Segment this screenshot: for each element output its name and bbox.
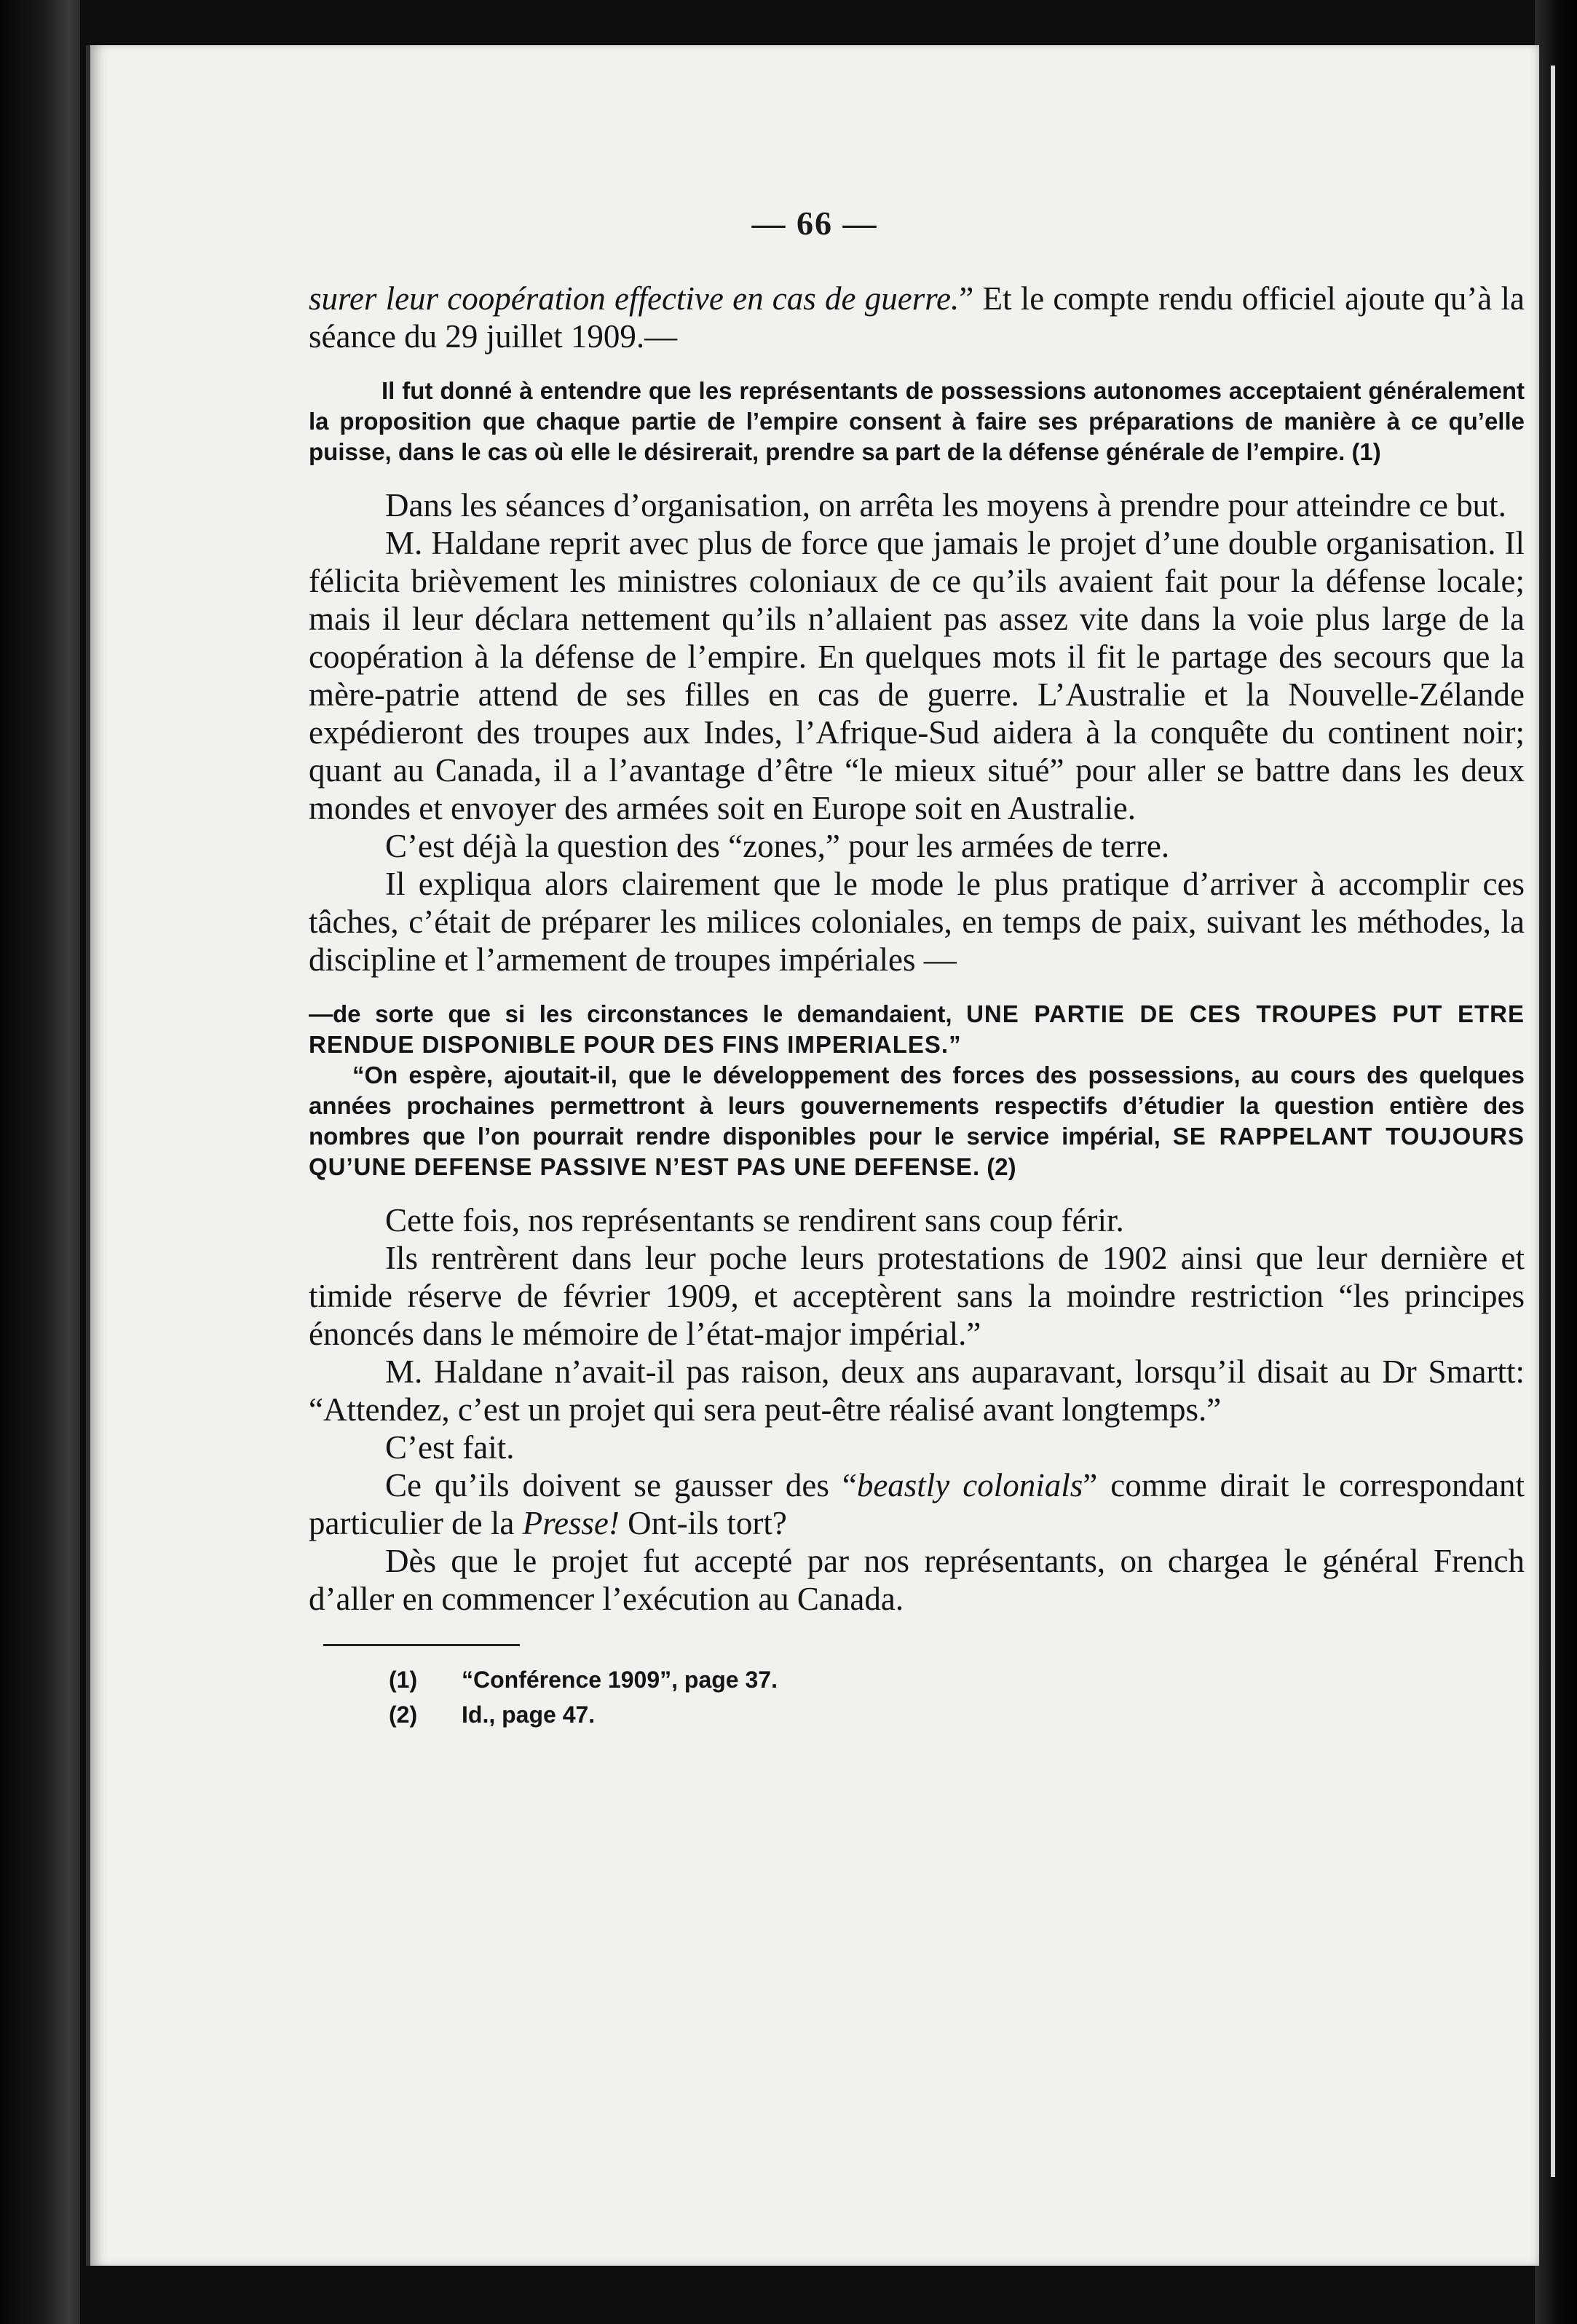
paragraph-milices: Il expliqua alors clairement que le mode le plus pratique d’arriver à accomplir ces tâches, c’était de préparer les milices coloniales, en temps de paix, suivant les méthodes, la discipline et l’armement de troupes impériales — xyxy=(309,866,1525,978)
paragraph-rentrerent: Ils rentrèrent dans leur poche leurs protestations de 1902 ainsi que leur dernière et timide réserve de février 1909, et acceptèrent sans la moindre restriction “les principes énoncés dans le mémoire de l’état-major impérial.” xyxy=(309,1240,1525,1352)
paragraph-haldane: M. Haldane reprit avec plus de force que jamais le projet d’une double organisation. Il félicita brièvement les ministres coloniaux de ce qu’ils avaient fait pour la défense locale; mais il leur déclara nettement qu’ils n’allaient pas assez vite dans la voie plus large de la coopération à la défense de l’empire. En quelques mots il fit le partage des secours que la mère-patrie attend de ses filles en cas de guerre. L’Australie et la Nouvelle-Zélande expédieront des troupes aux Indes, l’Afrique-Sud aidera à la conquête du continent noir; quant au Canada, il a l’avantage d’être “le mieux situé” pour aller se battre dans les deux mondes et envoyer des armées soit en Europe soit en Australie. xyxy=(309,525,1525,826)
block-quote-3-caps: SE RAPPELANT TOUJOURS QU’UNE DEFENSE PASSIVE N’EST PAS UNE DEFENSE. xyxy=(309,1123,1525,1180)
block-quote-2-lead: —de sorte que si les circonstances le demandaient, xyxy=(309,1000,967,1027)
block-quote-1-text: Il fut donné à entendre que les représentants de possessions autonomes acceptaient généralement la proposition que chaque partie de l’empire consent à faire ses préparations de manière à ce qu’elle puisse, dans le cas où elle le désirerait, prendre sa part de la défense générale de l’empire. (1) xyxy=(309,377,1525,465)
paragraph-continuation xyxy=(309,280,1525,355)
block-quote-2-close: ” xyxy=(949,1031,961,1058)
block-quote-2-text xyxy=(309,999,1525,1060)
page-number: — 66 — xyxy=(751,205,878,242)
beastly-italic: beastly colonials xyxy=(856,1467,1083,1503)
block-quote-2-caps: UNE PARTIE DE CES TROUPES PUT ETRE RENDUE DISPONIBLE POUR DES FINS IMPERIALES. xyxy=(309,1000,1525,1058)
beastly-e: Ont-ils tort? xyxy=(619,1505,787,1541)
paragraph-smartt: M. Haldane n’avait-il pas raison, deux ans auparavant, lorsqu’il disait au Dr Smartt: “Attendez, c’est un projet qui sera peut-être réalisé avant longtemps.” xyxy=(309,1353,1525,1428)
book-page xyxy=(86,45,1539,2266)
paragraph-cest-fait: C’est fait. xyxy=(385,1429,515,1466)
paragraph-continuation-text: ” Et le compte rendu officiel ajoute qu’à la séance du 29 juillet 1909.— xyxy=(309,280,1525,355)
footnote-2 xyxy=(389,1697,1525,1732)
footnote-1 xyxy=(389,1662,1525,1697)
block-quote-3-note: (2) xyxy=(980,1153,1016,1180)
text-column xyxy=(309,280,1525,1732)
block-quote-2 xyxy=(309,999,1525,1182)
block-quote-3-lead: “On espère, ajoutait-il, que le développement des forces des possessions, au cours des quelques années prochaines permettront à leurs gouvernements respectifs d’étudier la question entière des nombres que l’on pourrait rendre disponibles pour le service impérial, xyxy=(309,1062,1525,1150)
footnote-rule xyxy=(323,1644,520,1646)
scan-left-edge xyxy=(0,0,80,2324)
block-quote-1 xyxy=(309,376,1525,467)
footnotes xyxy=(389,1662,1525,1732)
paragraph-zones: C’est déjà la question des “zones,” pour les armées de terre. xyxy=(385,828,1170,864)
paragraph-beastly xyxy=(309,1466,1525,1542)
paragraph-cette-fois: Cette fois, nos représentants se rendirent sans coup férir. xyxy=(385,1202,1124,1238)
paragraph-general-french: Dès que le projet fut accepté par nos représentants, on chargea le général French d’aller en commencer l’exécution au Canada. xyxy=(309,1543,1525,1617)
scan-right-edge xyxy=(1535,0,1577,2324)
footnote-2-mark: (2) xyxy=(389,1702,418,1728)
block-quote-3-text xyxy=(309,1060,1525,1182)
beastly-a: Ce qu’ils doivent se gausser des “ xyxy=(385,1467,857,1503)
paragraph-seances: Dans les séances d’organisation, on arrêta les moyens à prendre pour atteindre ce but. xyxy=(385,487,1506,523)
footnote-1-mark: (1) xyxy=(389,1667,418,1693)
italic-quote: surer leur coopération effective en cas de guerre. xyxy=(309,280,960,317)
footnote-1-text: “Conférence 1909”, page 37. xyxy=(462,1667,778,1693)
footnote-2-text: Id., page 47. xyxy=(462,1702,596,1728)
presse-italic: Presse! xyxy=(522,1505,620,1541)
beastly-c: ” comme dirait le correspondant particulier de la xyxy=(309,1467,1525,1541)
